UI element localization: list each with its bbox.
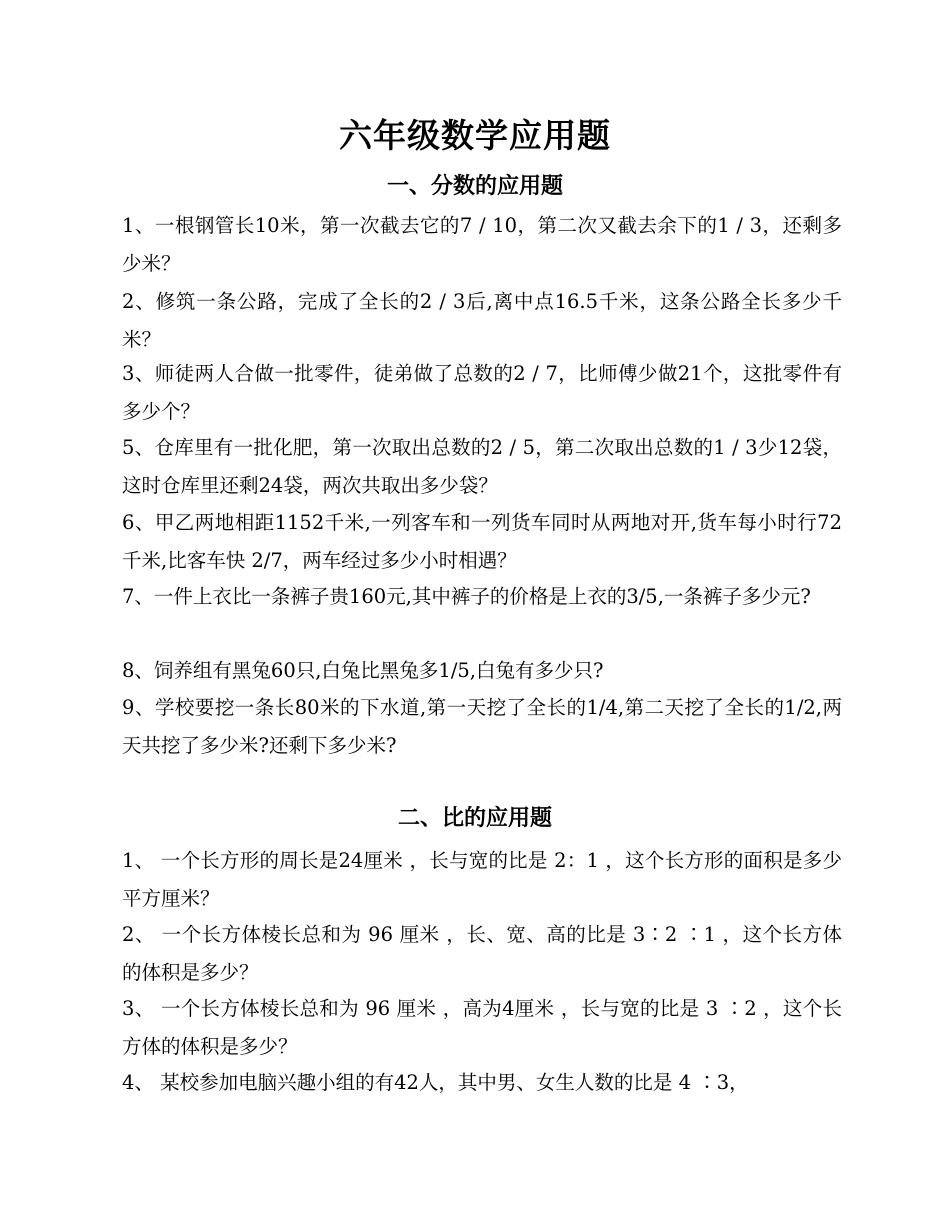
question-ratio-4: 4、 某校参加电脑兴趣小组的有42人，其中男、女生人数的比是 4 ∶3，: [122, 1071, 749, 1094]
section-heading-fractions: 一、分数的应用题: [386, 173, 563, 199]
document-title: 六年级数学应用题: [339, 116, 611, 155]
question-fraction-5: 5、仓库里有一批化肥，第一次取出总数的2 / 5，第二次取出总数的1 / 3少12袋，这时仓库里还剩24袋，两次共取出多少袋？: [122, 436, 842, 497]
question-fraction-2: 2、修筑一条公路，完成了全长的2 / 3后,离中点16.5千米，这条公路全长多少千米？: [122, 290, 842, 351]
section-heading-ratios: 二、比的应用题: [397, 805, 552, 831]
question-fraction-1: 1、一根钢管长10米，第一次截去它的7 / 10，第二次又截去余下的1 / 3，还剩多少米？: [122, 214, 842, 275]
question-fraction-8: 8、饲养组有黑兔60只,白兔比黑兔多1/5,白兔有多少只?: [122, 659, 604, 682]
question-fraction-9: 9、学校要挖一条长80米的下水道,第一天挖了全长的1/4,第二天挖了全长的1/2,两天共挖了多少米?还剩下多少米?: [122, 696, 842, 757]
question-ratio-3: 3、 一个长方体棱长总和为 96 厘米 ，高为4厘米 ，长与宽的比是 3 ∶2 ，这个长方体的体积是多少？: [122, 997, 842, 1058]
question-fraction-3: 3、师徒两人合做一批零件，徒弟做了总数的2 / 7，比师傅少做21个，这批零件有多少个？: [122, 362, 842, 423]
question-ratio-1: 1、 一个长方形的周长是24厘米 ，长与宽的比是 2：1 ，这个长方形的面积是多少平方厘米？: [122, 849, 842, 910]
question-fraction-6: 6、甲乙两地相距1152千米,一列客车和一列货车同时从两地对开,货车每小时行72千米,比客车快 2/7，两车经过多少小时相遇？: [122, 511, 842, 572]
question-ratio-2: 2、 一个长方体棱长总和为 96 厘米 ，长、宽、高的比是 3∶2 ∶1 ，这个长方体的体积是多少？: [122, 923, 842, 984]
question-fraction-7: 7、一件上衣比一条裤子贵160元,其中裤子的价格是上衣的3/5,一条裤子多少元?: [122, 585, 811, 608]
